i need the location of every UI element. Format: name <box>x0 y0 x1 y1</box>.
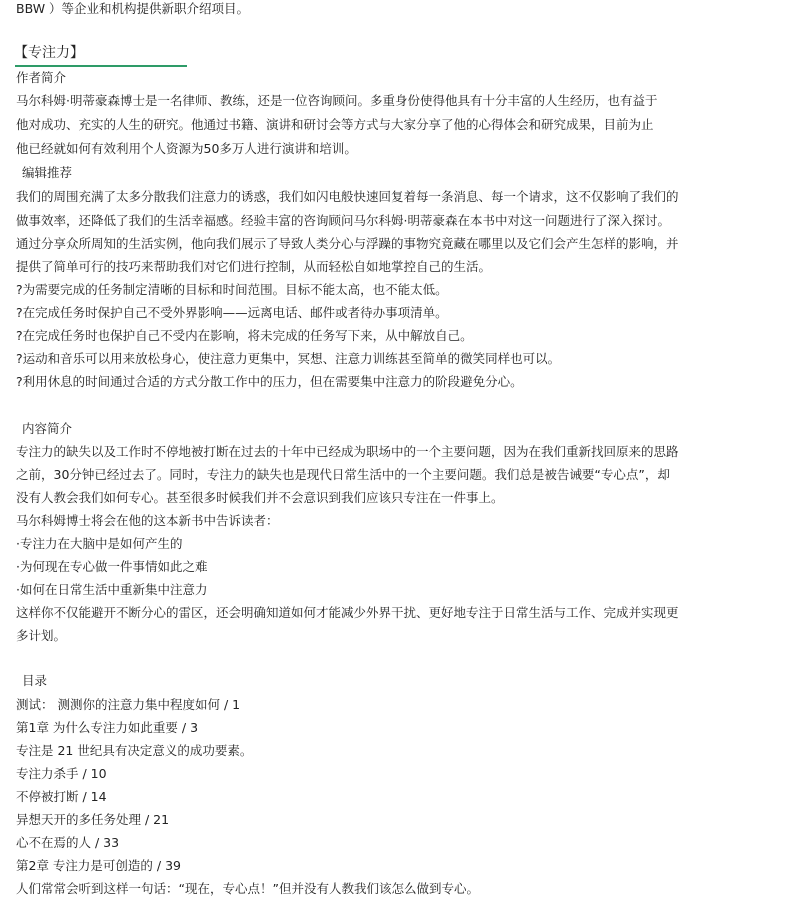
toc-entry: 异想天开的多任务处理 / 21 <box>16 812 170 827</box>
title-underline <box>15 65 187 67</box>
content-line: 专注力的缺失以及工作时不停地被打断在过去的十年中已经成为职场中的一个主要问题，因为在我们重新找回原来的思路 <box>16 444 679 459</box>
toc-entry: 不停被打断 / 14 <box>16 789 107 804</box>
toc-entry: 测试： 测测你的注意力集中程度如何 / 1 <box>16 697 241 712</box>
editor-bullet: ?为需要完成的任务制定清晰的目标和时间范围。目标不能太高，也不能太低。 <box>16 282 448 297</box>
content-line: 这样你不仅能避开不断分心的雷区，还会明确知道如何才能减少外界干扰、更好地专注于日常生活与工作、完成并实现更 <box>16 605 679 620</box>
content-line: 马尔科姆博士将会在他的这本新书中告诉读者： <box>16 513 279 528</box>
section-title: 【专注力】 <box>14 45 84 61</box>
toc-entry: 第1章 为什么专注力如此重要 / 3 <box>16 720 199 735</box>
editor-line: 做事效率，还降低了我们的生活幸福感。经验丰富的咨询顾问马尔科姆·明蒂豪森在本书中对这一问题进行了深入探讨。 <box>16 213 670 228</box>
content-bullet: ·为何现在专心做一件事情如此之难 <box>16 559 208 574</box>
toc-heading: 目录 <box>22 673 48 688</box>
author-line: 他已经就如何有效利用个人资源为50多万人进行演讲和培训。 <box>16 141 357 156</box>
author-line: 他对成功、充实的人生的研究。他通过书籍、演讲和研讨会等方式与大家分享了他的心得体会和研究成果，目前为止 <box>16 117 654 132</box>
content-line: 多计划。 <box>16 628 67 643</box>
toc-entry: 专注力杀手 / 10 <box>16 766 107 781</box>
content-line: 没有人教会我们如何专心。甚至很多时候我们并不会意识到我们应该只专注在一件事上。 <box>16 490 504 505</box>
content-bullet: ·如何在日常生活中重新集中注意力 <box>16 582 208 597</box>
editor-line: 通过分享众所周知的生活实例，他向我们展示了导致人类分心与浮躁的事物究竟藏在哪里以及它们会产生怎样的影响，并 <box>16 236 679 251</box>
toc-entry: 人们常常会听到这样一句话：“现在，专心点！”但并没有人教我们该怎么做到专心。 <box>16 881 479 896</box>
author-heading: 作者简介 <box>16 70 67 85</box>
editor-line: 我们的周围充满了太多分散我们注意力的诱惑，我们如闪电般快速回复着每一条消息、每一个请求，这不仅影响了我们的 <box>16 189 679 204</box>
editor-bullet: ?利用休息的时间通过合适的方式分散工作中的压力，但在需要集中注意力的阶段避免分心。 <box>16 374 523 389</box>
content-line: 之前，30分钟已经过去了。同时，专注力的缺失也是现代日常生活中的一个主要问题。我们总是被告诫要“专心点”，却 <box>16 467 670 482</box>
editor-line: 提供了简单可行的技巧来帮助我们对它们进行控制，从而轻松自如地掌控自己的生活。 <box>16 259 492 274</box>
editor-bullet: ?运动和音乐可以用来放松身心，使注意力更集中，冥想、注意力训练甚至简单的微笑同样也可以。 <box>16 351 561 366</box>
toc-entry: 专注是 21 世纪具有决定意义的成功要素。 <box>16 743 253 758</box>
editor-bullet: ?在完成任务时也保护自己不受内在影响，将未完成的任务写下来，从中解放自己。 <box>16 328 473 343</box>
author-line: 马尔科姆·明蒂豪森博士是一名律师、教练，还是一位咨询顾问。多重身份使得他具有十分丰富的人生经历，也有益于 <box>16 93 658 108</box>
editor-heading: 编辑推荐 <box>22 165 73 180</box>
toc-entry: 第2章 专注力是可创造的 / 39 <box>16 858 181 873</box>
toc-entry: 心不在焉的人 / 33 <box>16 835 120 850</box>
editor-bullet: ?在完成任务时保护自己不受外界影响——远离电话、邮件或者待办事项清单。 <box>16 305 448 320</box>
content-bullet: ·专注力在大脑中是如何产生的 <box>16 536 183 551</box>
content-heading: 内容简介 <box>22 421 73 436</box>
intro-tail-text: BBW ）等企业和机构提供新职介绍项目。 <box>16 1 250 16</box>
